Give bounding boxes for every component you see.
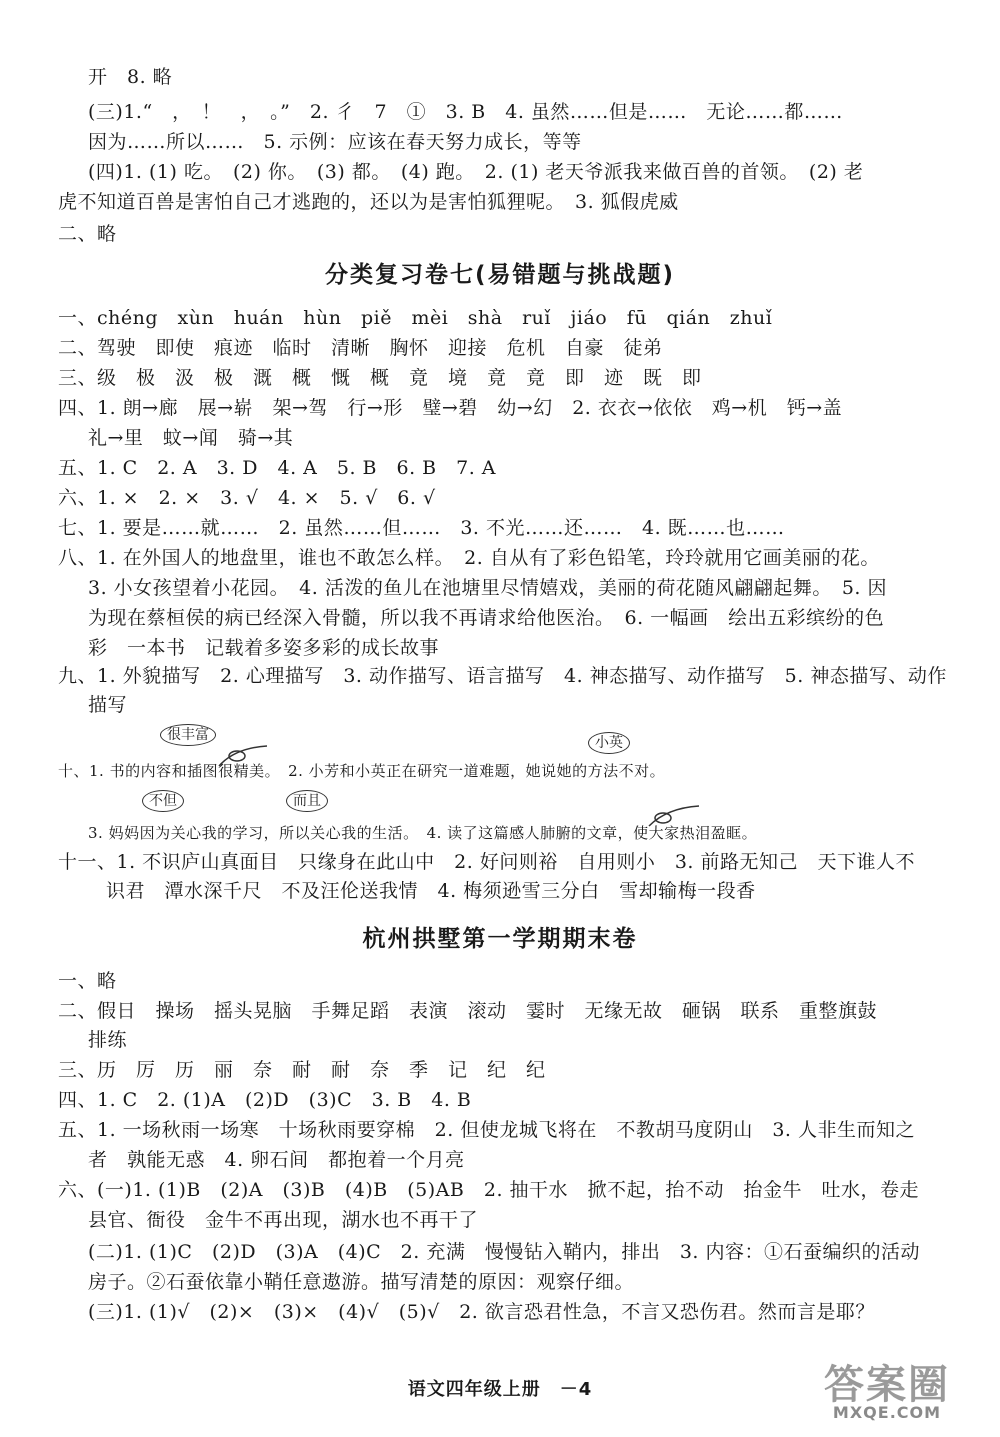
text-line: 四、1. C 2. (1)A (2)D (3)C 3. B 4. B bbox=[58, 1089, 472, 1111]
correction-bubble: 而且 bbox=[286, 790, 328, 812]
text-line: 开 8. 略 bbox=[88, 66, 173, 88]
text-line: 六、(一)1. (1)B (2)A (3)B (4)B (5)AB 2. 抽干水 掀不起，抬不动 抬金牛 吐水，卷走 bbox=[58, 1179, 920, 1201]
text-line: 二、略 bbox=[58, 223, 117, 245]
correction-bubble: 小英 bbox=[588, 732, 630, 754]
text-line: 四、1. 朗→廊 展→崭 架→驾 行→形 璧→碧 幼→幻 2. 衣衣→依依 鸡→机 钙→盖 bbox=[58, 397, 843, 419]
text-line: 三、历 厉 历 丽 奈 耐 耐 奈 季 记 纪 纪 bbox=[58, 1059, 546, 1081]
text-line: 七、1. 要是……就…… 2. 虽然……但…… 3. 不光……还…… 4. 既……也…… bbox=[58, 517, 785, 539]
text-line: 十、1. 书的内容和插图很精美。 2. 小芳和小英正在研究一道难题，她说她的方法不对。 bbox=[58, 762, 666, 780]
text-line: 五、1. C 2. A 3. D 4. A 5. B 6. B 7. A bbox=[58, 457, 497, 479]
text-line: (二)1. (1)C (2)D (3)A (4)C 2. 充满 慢慢钻入鞘内，排出 3. 内容：①石蚕编织的活动 bbox=[88, 1241, 921, 1263]
text-line: 六、1. × 2. × 3. √ 4. × 5. √ 6. √ bbox=[58, 487, 436, 509]
text-line: 八、1. 在外国人的地盘里，谁也不敢怎么样。 2. 自从有了彩色铅笔，玲玲就用它画美丽的花。 bbox=[58, 547, 880, 569]
text-line: 描写 bbox=[88, 694, 128, 716]
text-line: 九、1. 外貌描写 2. 心理描写 3. 动作描写、语言描写 4. 神态描写、动作描写 5. 神态描写、动作 bbox=[58, 665, 947, 687]
text-line: 为现在蔡桓侯的病已经深入骨髓，所以我不再请求给他医治。 6. 一幅画 绘出五彩缤纷的色 bbox=[88, 607, 885, 629]
text-line: 礼→里 蚊→闻 骑→其 bbox=[88, 427, 294, 449]
section-title: 杭州拱墅第一学期期末卷 bbox=[362, 926, 638, 952]
text-line: 3. 小女孩望着小花园。 4. 活泼的鱼儿在池塘里尽情嬉戏，美丽的荷花随风翩翩起舞。 5. 因 bbox=[88, 577, 888, 599]
pinyin-line: 一、chéng xùn huán hùn piě mèi shà ruǐ jiáo fū qián zhuǐ bbox=[58, 307, 773, 329]
text-line: 十一、1. 不识庐山真面目 只缘身在此山中 2. 好问则裕 自用则小 3. 前路无知己 天下谁人不 bbox=[58, 851, 916, 873]
correction-bubble: 很丰富 bbox=[160, 724, 216, 746]
text-line: 县官、衙役 金牛不再出现，湖水也不再干了 bbox=[88, 1209, 479, 1231]
text-line: (三)1.“ ， ！ ， 。” 2. 彳 7 ① 3. B 4. 虽然……但是…… 无论……都…… bbox=[88, 101, 843, 123]
text-line: 房子。②石蚕依靠小鞘任意遨游。描写清楚的原因：观察仔细。 bbox=[88, 1271, 635, 1293]
text-line: 彩 一本书 记载着多姿多彩的成长故事 bbox=[88, 637, 440, 659]
page-footer: 语文四年级上册 －4 bbox=[407, 1379, 593, 1400]
text-line: 排练 bbox=[88, 1029, 128, 1051]
text-line: 五、1. 一场秋雨一场寒 十场秋雨要穿棉 2. 但使龙城飞将在 不教胡马度阴山 3. 人非生而知之 bbox=[58, 1119, 916, 1141]
text-line: 虎不知道百兽是害怕自己才逃跑的，还以为是害怕狐狸呢。 3. 狐假虎威 bbox=[58, 191, 679, 213]
text-line: 一、略 bbox=[58, 970, 117, 992]
text-line: (三)1. (1)√ (2)× (3)× (4)√ (5)√ 2. 欲言恐君性急，不言又恐伤君。然而言是耶？ bbox=[88, 1301, 875, 1323]
text-line: 二、假日 操场 摇头晃脑 手舞足蹈 表演 滚动 霎时 无缘无故 砸锅 联系 重整旗鼓 bbox=[58, 1000, 878, 1022]
text-line: 因为……所以…… 5. 示例：应该在春天努力成长，等等 bbox=[88, 131, 582, 153]
watermark-text: 答案圈 bbox=[824, 1362, 950, 1408]
watermark-url: MXQE.COM bbox=[832, 1403, 942, 1422]
text-line: 三、级 极 汲 极 溉 概 慨 概 竟 境 竟 竟 即 迹 既 即 bbox=[58, 367, 702, 389]
correction-bubble: 不但 bbox=[142, 790, 184, 812]
section-title: 分类复习卷七(易错题与挑战题) bbox=[324, 262, 676, 288]
text-line: 二、驾驶 即使 痕迹 临时 清晰 胸怀 迎接 危机 自豪 徒弟 bbox=[58, 337, 663, 359]
watermark-logo bbox=[802, 1345, 972, 1425]
text-line: (四)1. (1) 吃。 (2) 你。 (3) 都。 (4) 跑。 2. (1) 老天爷派我来做百兽的首领。 (2) 老 bbox=[88, 161, 864, 183]
text-line: 者 孰能无惑 4. 卵石间 都抱着一个月亮 bbox=[88, 1149, 465, 1171]
text-line: 3. 妈妈因为关心我的学习，所以关心我的生活。 4. 读了这篇感人肺腑的文章，使大家热泪盈眶。 bbox=[88, 824, 758, 842]
text-line: 识君 潭水深千尺 不及汪伦送我情 4. 梅须逊雪三分白 雪却输梅一段香 bbox=[106, 880, 756, 902]
